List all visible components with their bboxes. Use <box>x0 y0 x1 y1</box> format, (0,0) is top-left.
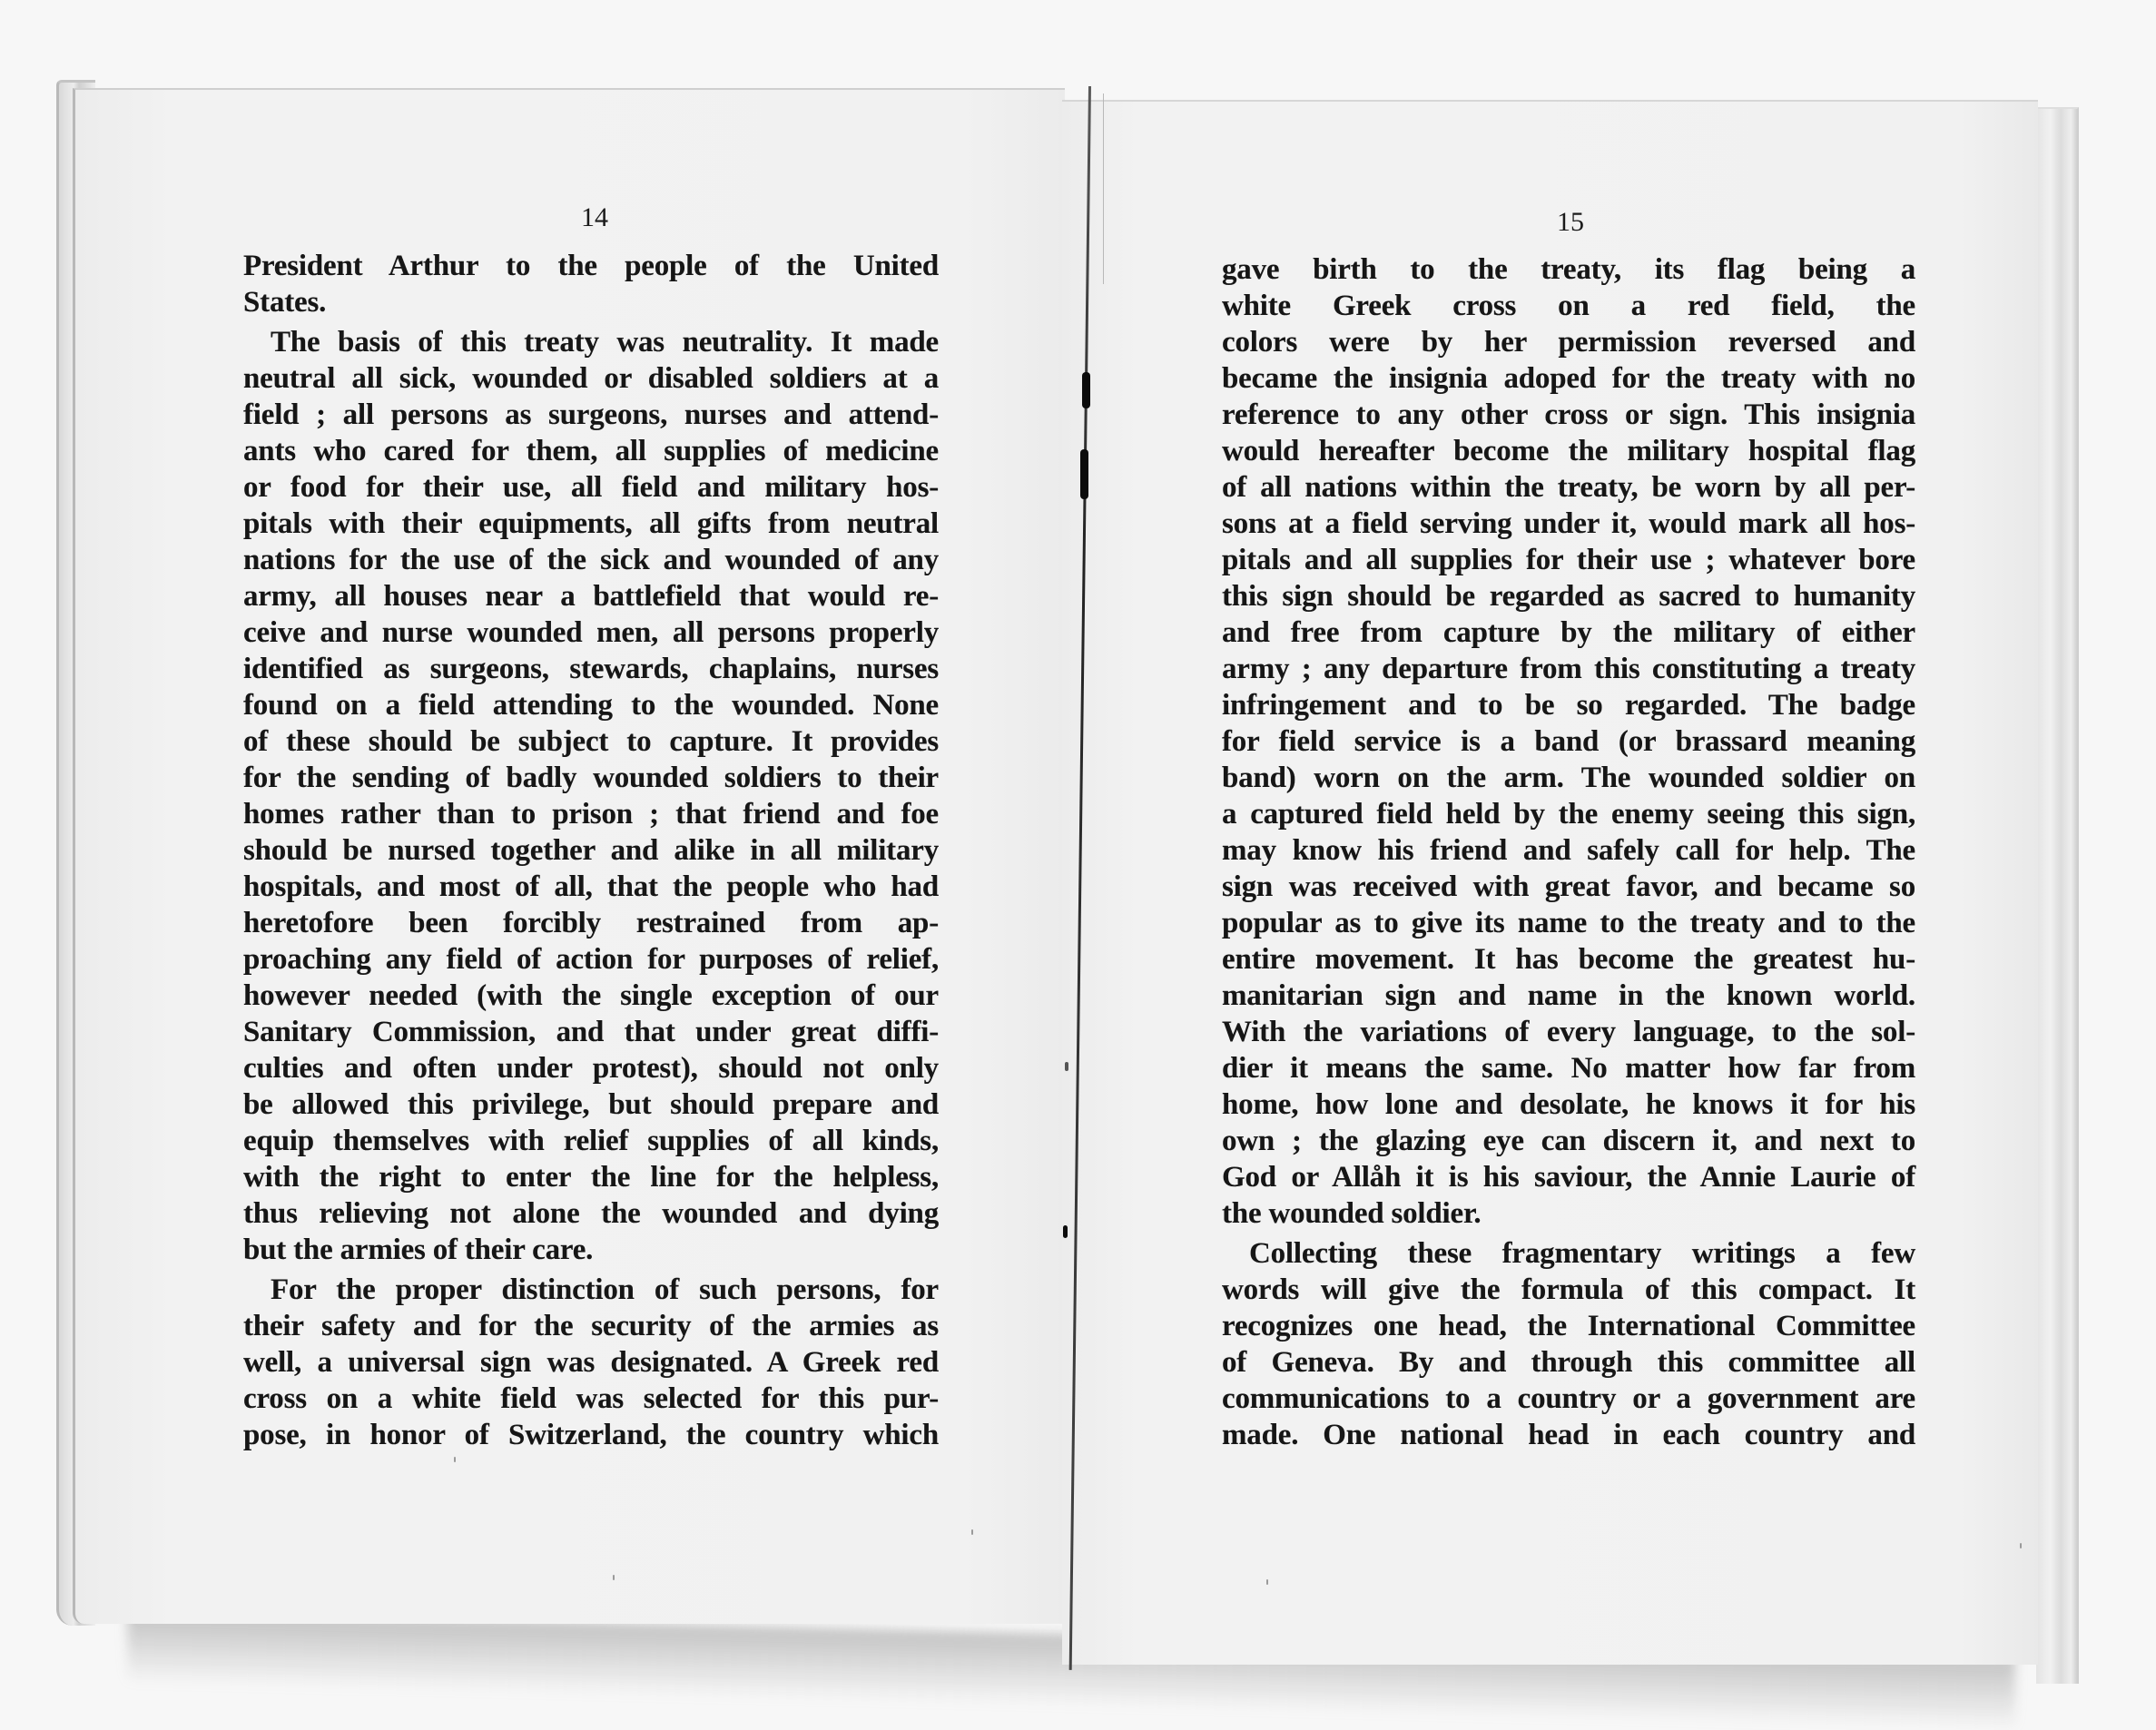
text-line: made. One national head in each country and <box>1222 1419 1915 1451</box>
text-line: field ; all persons as surgeons, nurses and attend- <box>243 398 939 431</box>
text-line: home, how lone and desolate, he knows it for his <box>1222 1088 1915 1121</box>
text-line: pitals and all supplies for their use ; whatever bore <box>1222 544 1915 576</box>
text-line: should be nursed together and alike in all military <box>243 834 939 867</box>
text-line: neutral all sick, wounded or disabled soldiers at a <box>243 362 939 395</box>
text-line: For the proper distinction of such persons, for <box>271 1273 939 1306</box>
text-line: cross on a white field was selected for this pur- <box>243 1382 939 1415</box>
text-line: pose, in honor of Switzerland, the country which <box>243 1419 939 1451</box>
text-line: band) worn on the arm. The wounded soldier on <box>1222 762 1915 794</box>
text-line: Sanitary Commission, and that under great diffi- <box>243 1016 939 1048</box>
text-line: with the right to enter the line for the helpless, <box>243 1161 939 1194</box>
text-line: but the armies of their care. <box>243 1234 594 1266</box>
text-line: found on a field attending to the wounded. None <box>243 689 939 722</box>
text-line: ceive and nurse wounded men, all persons properly <box>243 616 939 649</box>
text-line: culties and often under protest), should not only <box>243 1052 939 1085</box>
text-line: President Arthur to the people of the United <box>243 250 939 282</box>
gutter-fold-line <box>1069 86 1091 1670</box>
text-line: became the insignia adoped for the treaty with no <box>1222 362 1915 395</box>
text-line: communications to a country or a government are <box>1222 1382 1915 1415</box>
text-line: gave birth to the treaty, its flag being a <box>1222 253 1915 286</box>
text-line: entire movement. It has become the greatest hu- <box>1222 943 1915 976</box>
text-line: ants who cared for them, all supplies of medicine <box>243 435 939 467</box>
text-line: may know his friend and safely call for help. The <box>1222 834 1915 867</box>
text-line: colors were by her permission reversed and <box>1222 326 1915 359</box>
text-line: of these should be subject to capture. It provides <box>243 725 939 758</box>
text-line: God or Allåh it is his saviour, the Annie Laurie of <box>1222 1161 1915 1194</box>
text-line: a captured field held by the enemy seeing this sign, <box>1222 798 1915 831</box>
scan-speck <box>613 1575 615 1580</box>
page-number-right: 15 <box>1557 207 1584 237</box>
text-line: well, a universal sign was designated. A Greek red <box>243 1346 939 1379</box>
right-page-stack-edges <box>2036 107 2079 1684</box>
text-line: own ; the glazing eye can discern it, and next to <box>1222 1125 1915 1157</box>
right-page-text <box>1222 251 1915 1453</box>
text-line: this sign should be regarded as sacred to humanity <box>1222 580 1915 613</box>
text-line: States. <box>243 286 327 319</box>
text-line: With the variations of every language, to the sol- <box>1222 1016 1915 1048</box>
text-line: recognizes one head, the International Committee <box>1222 1310 1915 1342</box>
scan-speck <box>2020 1543 2022 1548</box>
left-page-text <box>243 248 939 1453</box>
text-line: Collecting these fragmentary writings a few <box>1249 1237 1915 1270</box>
book-gutter <box>1056 86 1092 1670</box>
text-line: words will give the formula of this compact. It <box>1222 1273 1915 1306</box>
text-line: their safety and for the security of the armies as <box>243 1310 939 1342</box>
text-line: the wounded soldier. <box>1222 1197 1482 1230</box>
text-line: of all nations within the treaty, be worn by all per- <box>1222 471 1915 504</box>
text-line: would hereafter become the military hospital flag <box>1222 435 1915 467</box>
text-line: manitarian sign and name in the known world. <box>1222 979 1915 1012</box>
binding-thread-icon <box>1080 449 1088 499</box>
text-line: infringement and to be so regarded. The badge <box>1222 689 1915 722</box>
text-line: however needed (with the single exception of our <box>243 979 939 1012</box>
text-line: white Greek cross on a red field, the <box>1222 290 1915 322</box>
text-line: equip themselves with relief supplies of all kinds, <box>243 1125 939 1157</box>
binding-thread-icon <box>1063 1225 1068 1238</box>
scan-speck <box>454 1457 456 1462</box>
text-line: popular as to give its name to the treaty and to the <box>1222 907 1915 939</box>
text-line: sons at a field serving under it, would mark all hos- <box>1222 507 1915 540</box>
text-line: proaching any field of action for purposes of relief, <box>243 943 939 976</box>
text-line: The basis of this treaty was neutrality. It made <box>271 326 939 359</box>
text-line: pitals with their equipments, all gifts from neutral <box>243 507 939 540</box>
gutter-paper-edge <box>1103 93 1104 284</box>
binding-thread-icon <box>1065 1062 1068 1071</box>
text-line: thus relieving not alone the wounded and dying <box>243 1197 939 1230</box>
text-line: for field service is a band (or brassard meaning <box>1222 725 1915 758</box>
text-line: of Geneva. By and through this committee all <box>1222 1346 1915 1379</box>
text-line: homes rather than to prison ; that friend and foe <box>243 798 939 831</box>
text-line: or food for their use, all field and military hos- <box>243 471 939 504</box>
text-line: hospitals, and most of all, that the people who had <box>243 870 939 903</box>
text-line: army, all houses near a battlefield that would re- <box>243 580 939 613</box>
text-line: dier it means the same. No matter how far from <box>1222 1052 1915 1085</box>
text-line: heretofore been forcibly restrained from ap- <box>243 907 939 939</box>
text-line: sign was received with great favor, and became so <box>1222 870 1915 903</box>
text-line: reference to any other cross or sign. This insignia <box>1222 398 1915 431</box>
text-line: and free from capture by the military of either <box>1222 616 1915 649</box>
text-line: be allowed this privilege, but should prepare and <box>243 1088 939 1121</box>
text-line: nations for the use of the sick and wounded of any <box>243 544 939 576</box>
scan-speck <box>971 1529 973 1535</box>
text-line: identified as surgeons, stewards, chaplains, nurses <box>243 653 939 685</box>
text-line: for the sending of badly wounded soldiers to their <box>243 762 939 794</box>
page-number-left: 14 <box>581 202 608 232</box>
scan-speck <box>1266 1579 1268 1585</box>
text-line: army ; any departure from this constituting a treaty <box>1222 653 1915 685</box>
binding-thread-icon <box>1082 372 1090 408</box>
